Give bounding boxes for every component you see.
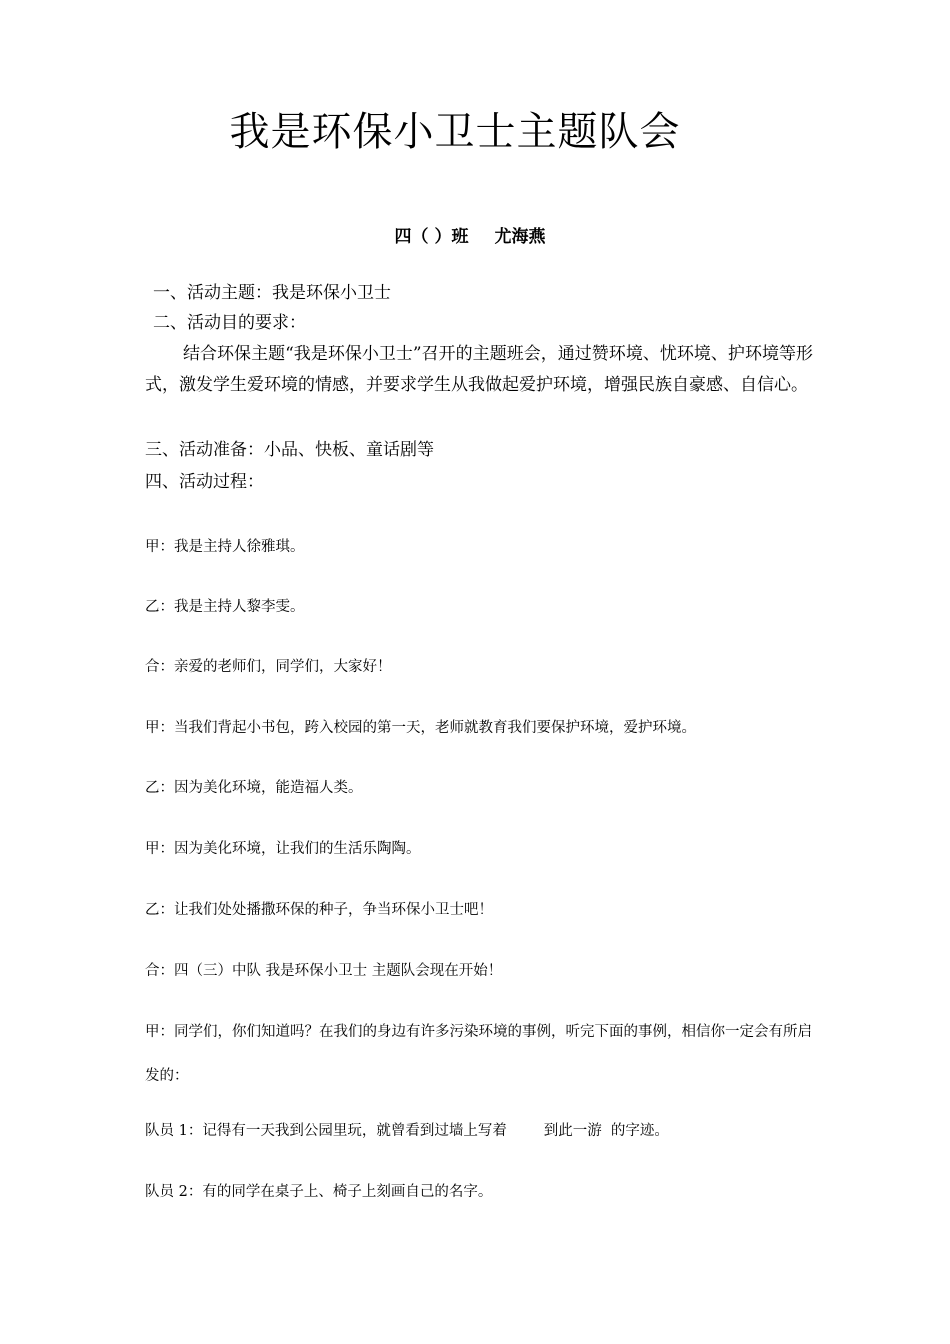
- byline: [0, 224, 940, 250]
- dialogue-line: 乙：我是主持人黎李雯。: [145, 599, 305, 615]
- section-theme: 一、活动主题：我是环保小卫士: [153, 283, 391, 303]
- dialogue-line: 队员 1：记得有一天我到公园里玩，就曾看到过墙上写着 到此一游 的字迹。: [145, 1123, 669, 1139]
- goal-paragraph: 结合环保主题“我是环保小卫士”召开的主题班会，通过赞环境、忧环境、护环境等形式，激发学生爱环境的情感，并要求学生从我做起爱护环境，增强民族自豪感、自信心。: [145, 344, 813, 395]
- dialogue-line: 甲：我是主持人徐雅琪。: [145, 539, 305, 555]
- dialogue-line: 甲：同学们，你们知道吗？在我们的身边有许多污染环境的事例，听完下面的事例，相信你一定会有所启发的：: [145, 1024, 812, 1084]
- dialogue-line: 乙：让我们处处播撒环保的种子，争当环保小卫士吧！: [145, 902, 493, 918]
- dialogue-line: 乙：因为美化环境，能造福人类。: [145, 780, 363, 796]
- section-goal: 二、活动目的要求：: [153, 313, 306, 333]
- author-name: 尤海燕: [494, 227, 546, 247]
- dialogue-line: 甲：当我们背起小书包，跨入校园的第一天，老师就教育我们要保护环境，爱护环境。: [145, 720, 696, 736]
- dialogue-line: 队员 2：有的同学在桌子上、椅子上刻画自己的名字。: [145, 1184, 493, 1200]
- class-name: 四（ ）班: [394, 227, 469, 247]
- section-process: 四、活动过程：: [145, 472, 264, 492]
- section-prep: 三、活动准备：小品、快板、童话剧等: [145, 440, 434, 460]
- dialogue-line: 合：亲爱的老师们，同学们，大家好！: [145, 659, 392, 675]
- document-title: 我是环保小卫士主题队会: [229, 109, 681, 155]
- dialogue-line: 甲：因为美化环境，让我们的生活乐陶陶。: [145, 841, 421, 857]
- dialogue-line: 合：四（三）中队 我是环保小卫士 主题队会现在开始！: [145, 963, 503, 979]
